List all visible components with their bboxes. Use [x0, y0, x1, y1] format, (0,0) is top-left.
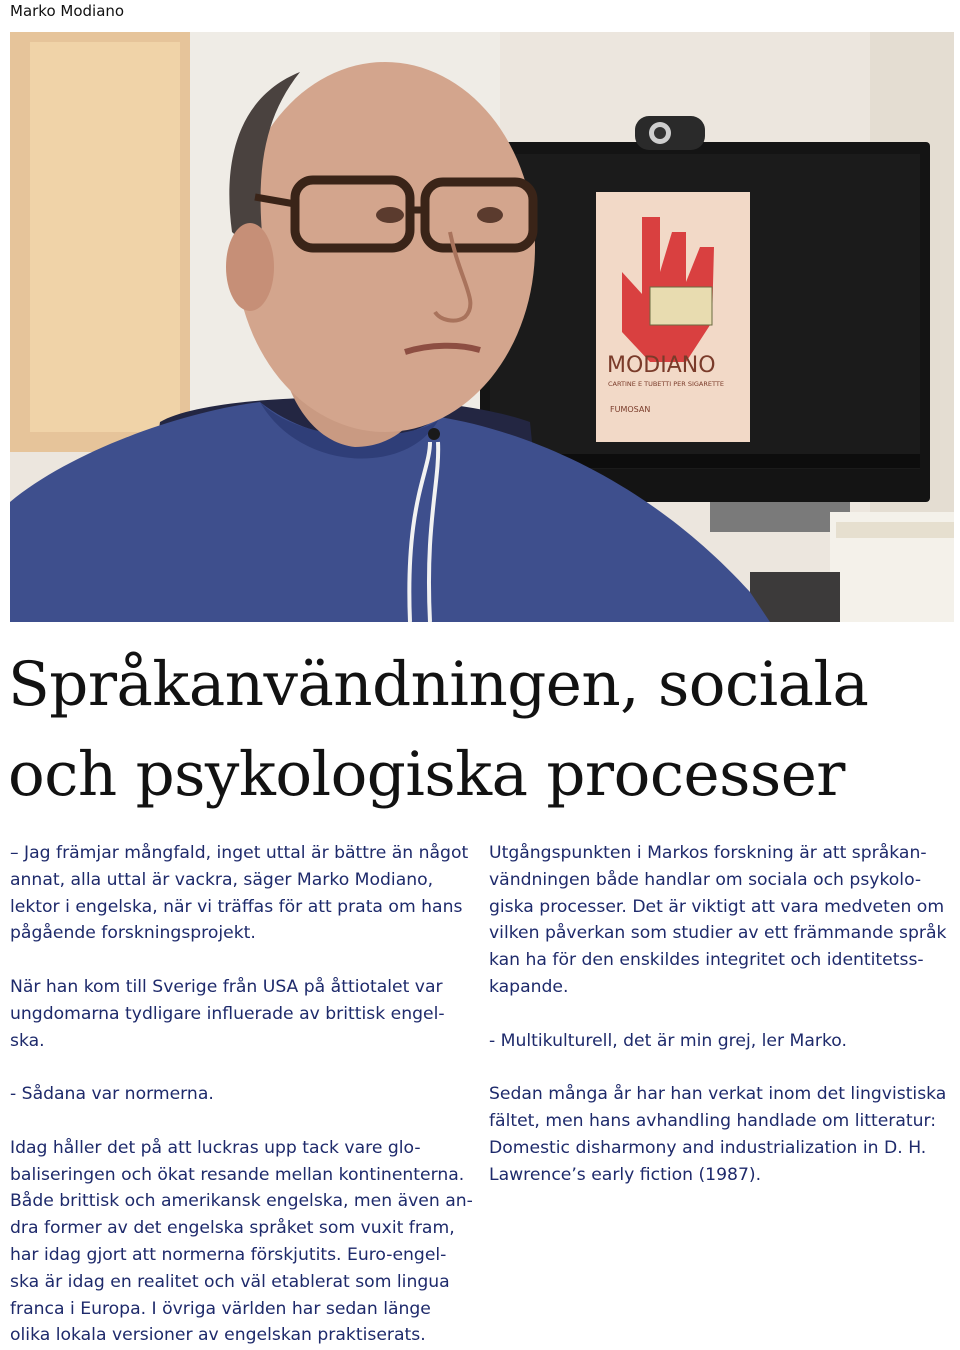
text-line: franca i Europa. I övriga världen har sedan länge — [10, 1298, 431, 1319]
text-line: fältet, men hans avhandling handlade om litteratur: — [489, 1110, 937, 1131]
poster-subtitle: CARTINE E TUBETTI PER SIGARETTE — [608, 380, 724, 388]
text-line: Både brittisk och amerikansk engelska, men även an- — [10, 1191, 473, 1212]
text-line: Sedan många år har han verkat inom det lingvistiska — [489, 1084, 947, 1105]
text-line: kapande. — [489, 976, 569, 997]
right-column — [489, 840, 959, 1188]
headline-line-2: och psykologiska processer — [8, 739, 845, 810]
text-line: ska är idag en realitet och väl etablerat som lingua — [10, 1271, 450, 1292]
text-line: dra former av det engelska språket som vuxit fram, — [10, 1218, 455, 1239]
text-line: Utgångspunkten i Markos forskning är att språkan- — [489, 843, 927, 863]
text-line: giska processer. Det är viktigt att vara medveten om — [489, 896, 945, 917]
text-line: vändningen både handlar om sociala och psykolo- — [489, 869, 922, 890]
headline-line-1: Språkanvändningen, sociala — [8, 649, 869, 720]
text-line: När han kom till Sverige från USA på åttiotalet var — [10, 976, 443, 997]
text-line: baliseringen och ökat resande mellan kontinenterna. — [10, 1164, 465, 1185]
poster-title: MODIANO — [607, 353, 716, 378]
text-line: pågående forskningsprojekt. — [10, 923, 256, 944]
text-line: Domestic disharmony and industrialization in D. H. — [489, 1137, 927, 1158]
paragraph — [10, 1081, 480, 1108]
paragraph — [489, 840, 959, 1001]
text-line: har idag gjort att normerna förskjutits. Euro-engel- — [10, 1244, 447, 1265]
paragraph — [489, 1028, 959, 1055]
portrait-photo — [10, 32, 954, 622]
text-line: – Jag främjar mångfald, inget uttal är bättre än något — [10, 843, 469, 863]
running-head: Marko Modiano — [10, 2, 125, 20]
text-line: olika lokala versioner av engelskan praktiserats. — [10, 1325, 426, 1346]
microphone-icon — [428, 428, 440, 440]
text-line: ungdomarna tydligare influerade av brittisk engel- — [10, 1003, 445, 1024]
text-line: Lawrence’s early fiction (1987). — [489, 1164, 762, 1185]
article-headline — [8, 640, 948, 820]
text-line: - Sådana var normerna. — [10, 1084, 214, 1105]
text-line: Idag håller det på att luckras upp tack vare glo- — [10, 1137, 421, 1158]
text-line: ska. — [10, 1030, 45, 1051]
text-line: lektor i engelska, när vi träffas för att prata om hans — [10, 896, 463, 917]
text-line: kan ha för den enskildes integritet och identitetss- — [489, 950, 924, 971]
text-line: annat, alla uttal är vackra, säger Marko Modiano, — [10, 869, 434, 890]
paragraph — [10, 1135, 480, 1349]
paragraph — [10, 840, 480, 947]
text-line: vilken påverkan som studier av ett främmande språk — [489, 923, 947, 944]
text-line: - Multikulturell, det är min grej, ler Marko. — [489, 1030, 847, 1051]
paragraph — [10, 974, 480, 1054]
paragraph — [489, 1081, 959, 1188]
poster-brand: FUMOSAN — [610, 405, 651, 414]
left-column — [10, 840, 480, 1349]
